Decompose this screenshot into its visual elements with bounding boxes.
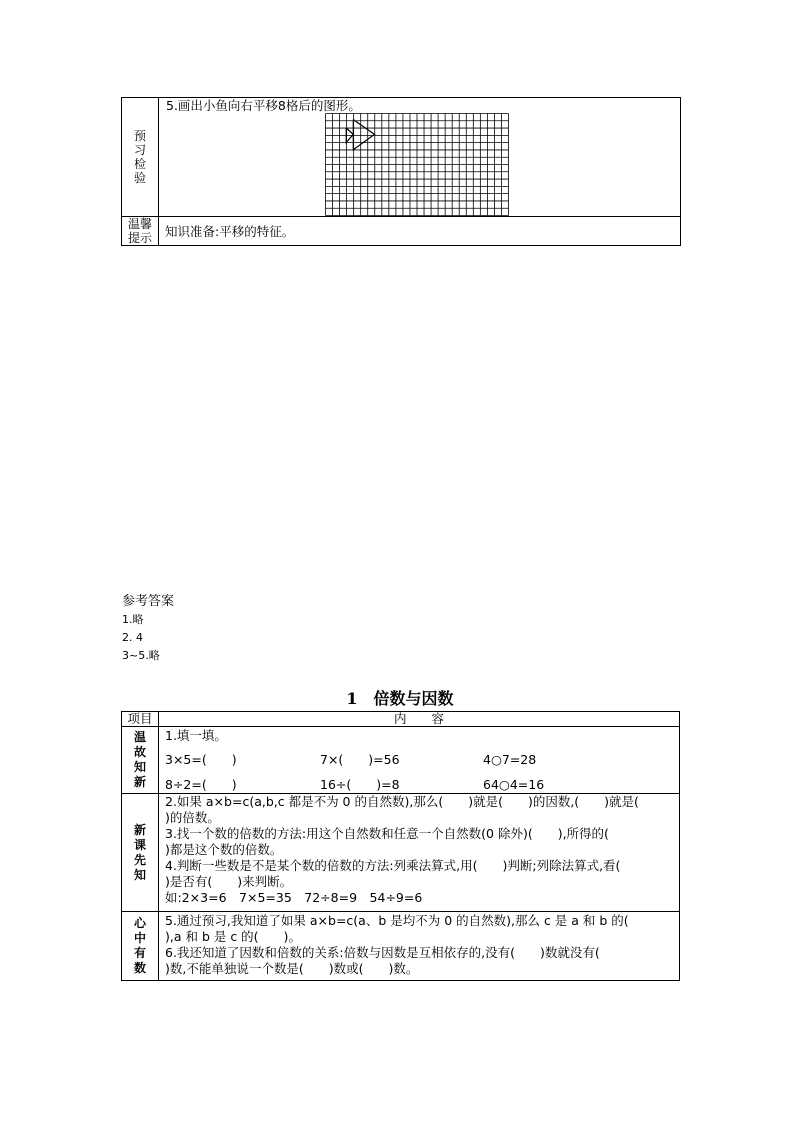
preview-table [121, 97, 681, 246]
header-item [122, 712, 159, 727]
sec2-line: )都是这个数的倍数。 [165, 842, 283, 857]
sec3-line: ),a 和 b 是 c 的( )。 [165, 929, 301, 944]
sec3-line: )数,不能单独说一个数是( )数或( )数。 [165, 961, 419, 976]
answers-heading: 参考答案 [122, 594, 175, 609]
header-item-text: 项目 [127, 711, 153, 726]
header-content-text: 内 容 [393, 711, 444, 726]
label-char: 习 [133, 143, 146, 157]
sec1-content [159, 727, 680, 794]
label-char: 中 [133, 931, 146, 945]
label-char: 验 [133, 171, 146, 185]
sec1-intro: 1.填一填。 [165, 728, 227, 743]
label-char: 新 [133, 822, 146, 837]
tip-label-line: 温馨 [127, 217, 152, 231]
sec1-row2 [165, 777, 679, 793]
sec3-line: 5.通过预习,我知道了如果 a×b=c(a、b 是均不为 0 的自然数),那么 c 是 a 和 b 的( [165, 913, 629, 928]
sec3-content [159, 912, 680, 981]
tip-label-line: 提示 [127, 231, 152, 245]
answer-item: 3~5.略 [122, 649, 160, 662]
sec1-label [122, 727, 159, 794]
label-char: 课 [133, 837, 146, 852]
header-content [159, 712, 680, 727]
label-char: 先 [133, 852, 146, 867]
sec3-line: 6.我还知道了因数和倍数的关系:倍数与因数是互相依存的,没有( )数就没有( [165, 945, 600, 960]
sec2-line: 如:2×3=6 7×5=35 72÷8=9 54÷9=6 [165, 890, 423, 905]
sec2-line: )的倍数。 [165, 810, 220, 825]
label-char: 新 [133, 775, 146, 789]
preview-task-cell [159, 98, 681, 217]
blank-item: 3×5=( ) [165, 752, 237, 767]
answer-item: 1.略 [122, 613, 144, 626]
sec2-label [122, 794, 159, 912]
lesson-table [121, 711, 680, 981]
sec2-line: )是否有( )来判断。 [165, 874, 293, 889]
fish-body [353, 120, 374, 150]
label-char: 有 [133, 946, 146, 960]
sec1-row1 [165, 752, 679, 768]
answer-item: 2. 4 [122, 631, 143, 644]
sec2-line: 4.判断一些数是不是某个数的倍数的方法:列乘法算式,用( )判断;列除法算式,看( [165, 858, 621, 873]
sec2-content [159, 794, 680, 912]
answers-list [122, 611, 160, 665]
label-char: 温 [133, 730, 146, 744]
label-char: 数 [133, 961, 146, 975]
label-char: 预 [133, 129, 146, 143]
blank-item: 8÷2=( ) [165, 777, 237, 792]
blank-item: 7×( )=56 [320, 752, 400, 767]
tip-cell [159, 217, 681, 246]
blank-item: 4○7=28 [483, 752, 537, 767]
sec2-line: 2.如果 a×b=c(a,b,c 都是不为 0 的自然数),那么( )就是( )的因数,( )就是( [165, 794, 639, 809]
tip-label [122, 217, 159, 246]
blank-item: 16÷( )=8 [320, 777, 400, 792]
label-char: 检 [133, 157, 146, 171]
label-char: 故 [133, 745, 146, 759]
label-char: 知 [133, 760, 146, 774]
label-char: 心 [133, 916, 146, 930]
preview-check-label [122, 98, 159, 217]
task-text: 5.画出小鱼向右平移8格后的图形。 [166, 98, 361, 113]
sec2-line: 3.找一个数的倍数的方法:用这个自然数和任意一个自然数(0 除外)( ),所得的( [165, 826, 609, 841]
tip-text: 知识准备:平移的特征。 [165, 223, 295, 239]
translation-grid [325, 113, 509, 216]
lesson-title: 1 倍数与因数 [346, 689, 454, 708]
sec3-label [122, 912, 159, 981]
blank-item: 64○4=16 [483, 777, 545, 792]
label-char: 知 [133, 867, 146, 882]
